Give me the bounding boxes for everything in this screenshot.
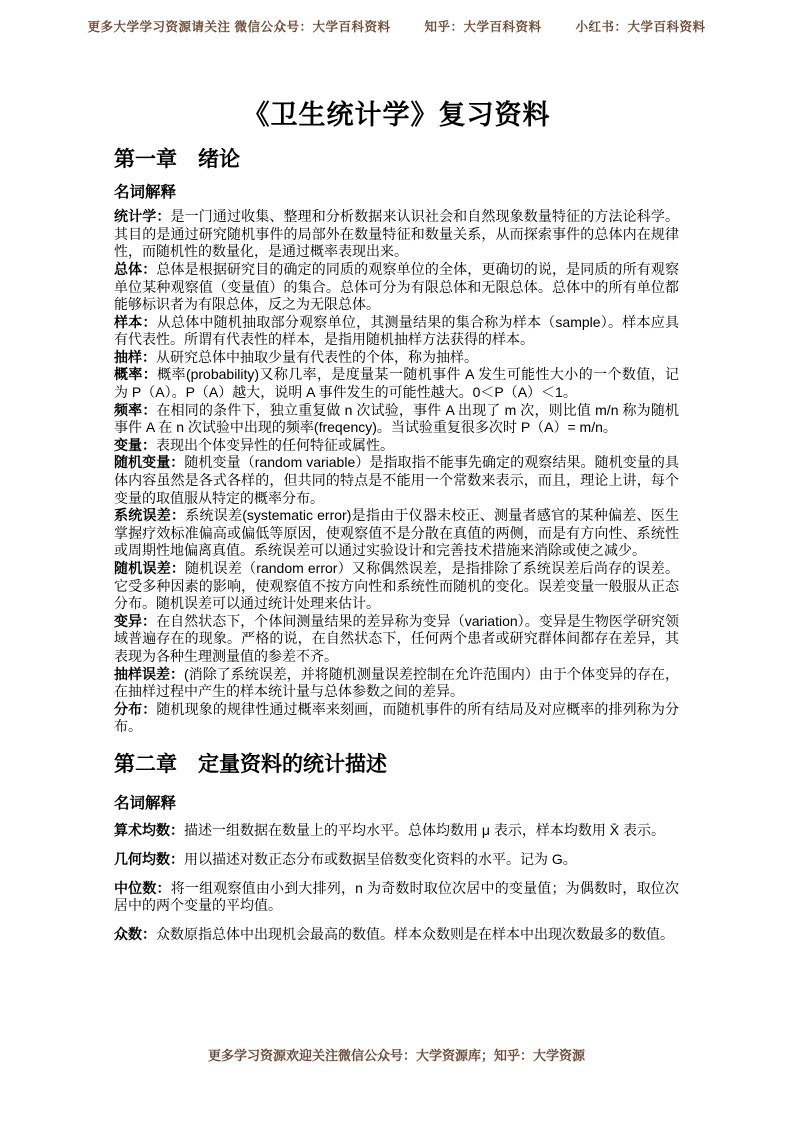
definition-term: 系统误差： [114, 507, 186, 524]
definition-paragraph [114, 454, 679, 507]
definition-text: 用以描述对数正态分布或数据呈倍数变化资料的水平。记为 G。 [184, 850, 577, 867]
definition-term: 几何均数： [114, 850, 184, 867]
definition-paragraph [114, 926, 679, 944]
definition-term: 总体： [114, 260, 157, 277]
definition-text: 在自然状态下，个体间测量结果的差异称为变异（variation）。变异是生物医学研究领域普遍存在的现象。严格的说，在自然状态下，任何两个患者或研究群体间都存在差异，其表现为各种生理测量值的参差不齐。 [114, 612, 679, 664]
definition-term: 统计学： [114, 208, 171, 225]
definition-paragraph [114, 822, 679, 840]
definition-term: 抽样误差： [114, 665, 185, 682]
definition-paragraph [114, 349, 679, 367]
definition-term: 分布： [114, 700, 157, 717]
definition-text: 系统误差(systematic error)是指由于仪器未校正、测量者感官的某种偏差、医生掌握疗效标准偏高或偏低等原因，使观察值不是分散在真值的两侧，而是有方向性、系统性或周期性地偏离真值。系统误差可以通过实验设计和完善技术措施来消除或使之减少。 [114, 507, 679, 559]
subsection-heading: 名词解释 [114, 795, 177, 813]
chapter-heading: 第二章 定量资料的统计描述 [114, 752, 387, 776]
definition-text: 描述一组数据在数量上的平均水平。总体均数用 μ 表示，样本均数用 X̄ 表示。 [184, 822, 665, 839]
definition-paragraph [114, 437, 679, 455]
definition-text: 概率(probability)又称几率，是度量某一随机事件 A 发生可能性大小的一个数值，记为 P（A）。P（A）越大，说明 A 事件发生的可能性越大。0＜P（A）＜1。 [114, 366, 680, 401]
definition-term: 样本： [114, 313, 157, 330]
definition-term: 频率： [114, 401, 157, 418]
definition-text: 将一组观察值由小到大排列，n 为奇数时取位次居中的变量值；为偶数时，取位次居中的两个变量的平均值。 [114, 879, 679, 914]
definition-term: 变量： [114, 436, 156, 453]
definition-paragraph [114, 366, 679, 401]
definition-paragraph [114, 880, 679, 915]
header-watermark-text: 知乎：大学百科资料 [424, 20, 542, 34]
header-watermark-text: 小红书：大学百科资料 [575, 20, 706, 34]
definition-paragraph [114, 851, 679, 869]
definition-text: 众数原指总体中出现机会最高的数值。样本众数则是在样本中出现次数最多的数值。 [156, 925, 674, 942]
definition-paragraph [114, 402, 679, 437]
definition-text: 随机误差（random error）又称偶然误差，是指排除了系统误差后尚存的误差。它受多种因素的影响，使观察值不按方向性和系统性而随机的变化。误差变量一般服从正态分布。随机误差可以通过统计处理来估计。 [114, 560, 679, 612]
definition-term: 随机变量： [114, 454, 185, 471]
definition-text: 随机现象的规律性通过概率来刻画，而随机事件的所有结局及对应概率的排列称为分布。 [114, 700, 680, 735]
chapter-section [114, 147, 679, 736]
definition-text: 表现出个体变异性的任何特征或属性。 [156, 436, 394, 453]
chapter-section [114, 752, 679, 943]
footer-watermark-text: 更多学习资源欢迎关注微信公众号：大学资源库；知乎：大学资源 [207, 1048, 585, 1063]
header-watermark-text: 更多大学学习资源请关注 微信公众号：大学百科资料 [87, 20, 391, 34]
definition-text: 从总体中随机抽取部分观察单位，其测量结果的集合称为样本（sample）。样本应具有代表性。所谓有代表性的样本，是指用随机抽样方法获得的样本。 [114, 313, 679, 348]
document-title: 《卫生统计学》复习资料 [242, 100, 551, 130]
definition-term: 随机误差： [114, 560, 186, 577]
definition-paragraph [114, 560, 679, 613]
definition-text: 随机变量（random variable）是指取指不能事先确定的观察结果。随机变量的具体内容虽然是各式各样的，但共同的特点是不能用一个常数来表示，而且，理论上讲，每个变量的取值服从特定的概率分布。 [114, 454, 680, 506]
definition-text: 从研究总体中抽取少量有代表性的个体，称为抽样。 [156, 348, 478, 365]
definition-paragraph [114, 507, 679, 560]
definition-text: 是一门通过收集、整理和分析数据来认识社会和自然现象数量特征的方法论科学。其目的是通过研究随机事件的局部外在数量特征和数量关系，从而探索事件的总体内在规律性，而随机性的数量化，是通过概率表现出来。 [114, 208, 680, 260]
definition-text: 总体是根据研究目的确定的同质的观察单位的全体，更确切的说，是同质的所有观察单位某种观察值（变量值）的集合。总体可分为有限总体和无限总体。总体中的所有单位都能够标识者为有限总体，反之为无限总体。 [114, 260, 680, 313]
definition-paragraph [114, 261, 679, 314]
definition-paragraph [114, 208, 679, 261]
definition-term: 抽样： [114, 348, 156, 365]
definition-text: (消除了系统误差，并将随机测量误差控制在允许范围内）由于个体变异的存在，在抽样过程中产生的样本统计量与总体参数之间的差异。 [114, 665, 679, 700]
definition-paragraph [114, 666, 679, 701]
page-footer [0, 1045, 793, 1064]
definition-term: 中位数： [114, 879, 171, 896]
definition-paragraph [114, 701, 679, 736]
page-header [0, 17, 793, 35]
definition-text: 在相同的条件下，独立重复做 n 次试验，事件 A 出现了 m 次，则比值 m/n 称为随机事件 A 在 n 次试验中出现的频率(freqency)。当试验重复很多次时 P（A）= m/n。 [114, 401, 680, 436]
definition-paragraph [114, 314, 679, 349]
definition-term: 算术均数： [114, 822, 184, 839]
chapter-heading: 第一章 绪论 [114, 147, 240, 171]
definition-term: 变异： [114, 612, 157, 629]
definition-paragraph [114, 613, 679, 666]
definition-term: 众数： [114, 925, 156, 942]
document-body [114, 147, 679, 944]
subsection-heading: 名词解释 [114, 184, 177, 201]
definition-term: 概率： [114, 366, 158, 383]
